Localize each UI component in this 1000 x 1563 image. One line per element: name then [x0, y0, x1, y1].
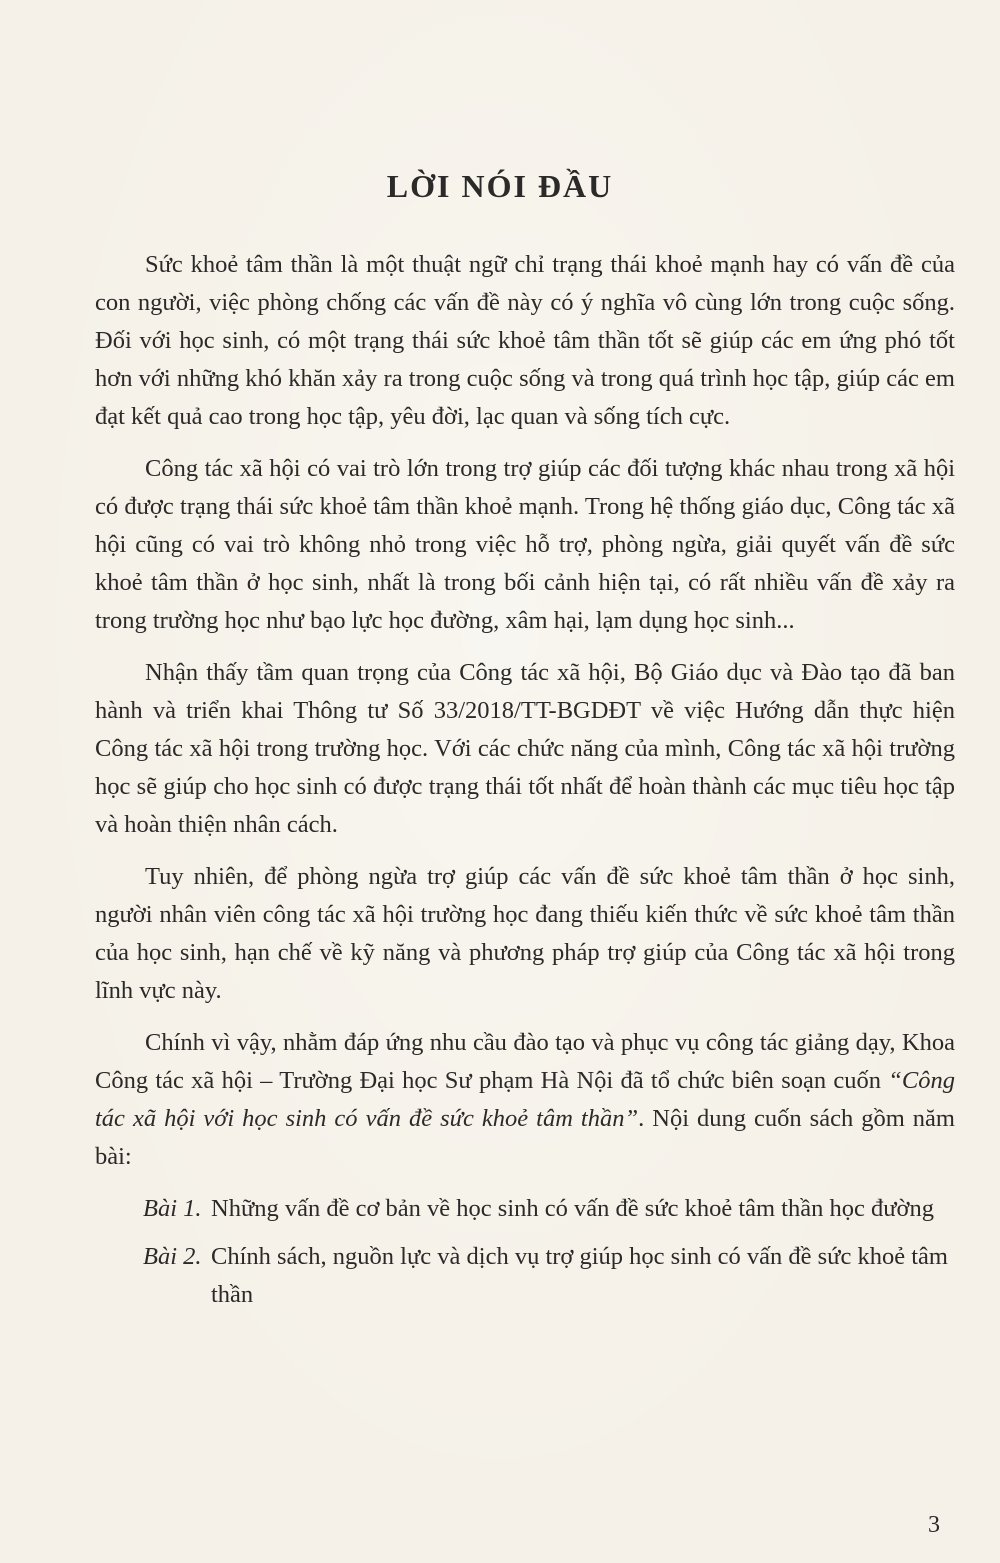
- book-title: “Công tác xã hội với học sinh có vấn đề sức khoẻ tâm thần”: [95, 1067, 955, 1132]
- paragraph-5-ending: . Nội dung cuốn sách gồm năm bài:: [95, 1105, 955, 1170]
- paragraph-4: Tuy nhiên, để phòng ngừa trợ giúp các vấn đề sức khoẻ tâm thần ở học sinh, người nhân viên công tác xã hội trường học đang thiếu kiến thức về sức khoẻ tâm thần của học sinh, hạn chế về kỹ năng và phương pháp trợ giúp của Công tác xã hội trong lĩnh vực này.: [95, 863, 955, 1004]
- lesson-number: Bài 2.: [143, 1243, 202, 1270]
- lesson-item: [143, 1238, 955, 1314]
- page-title: LỜI NÓI ĐẦU: [386, 168, 614, 204]
- page-body: [95, 246, 955, 1324]
- paragraph-2: Công tác xã hội có vai trò lớn trong trợ giúp các đối tượng khác nhau trong xã hội có được trạng thái sức khoẻ tâm thần khoẻ mạnh. Trong hệ thống giáo dục, Công tác xã hội cũng có vai trò không nhỏ trong việc hỗ trợ, phòng ngừa, giải quyết vấn đề sức khoẻ tâm thần ở học sinh, nhất là trong bối cảnh hiện tại, có rất nhiều vấn đề xảy ra trong trường học như bạo lực học đường, xâm hại, lạm dụng học sinh...: [95, 455, 955, 634]
- paragraph-5-text: Chính vì vậy, nhằm đáp ứng nhu cầu đào tạo và phục vụ công tác giảng dạy, Khoa Công tác xã hội – Trường Đại học Sư phạm Hà Nội đã tổ chức biên soạn cuốn: [95, 1029, 955, 1094]
- paragraph-3: Nhận thấy tầm quan trọng của Công tác xã hội, Bộ Giáo dục và Đào tạo đã ban hành và triển khai Thông tư Số 33/2018/TT-BGDĐT về việc Hướng dẫn thực hiện Công tác xã hội trong trường học. Với các chức năng của mình, Công tác xã hội trường học sẽ giúp cho học sinh có được trạng thái tốt nhất để hoàn thành các mục tiêu học tập và hoàn thiện nhân cách.: [95, 659, 955, 838]
- paragraph-1: Sức khoẻ tâm thần là một thuật ngữ chỉ trạng thái khoẻ mạnh hay có vấn đề của con người, việc phòng chống các vấn đề này có ý nghĩa vô cùng lớn trong cuộc sống. Đối với học sinh, có một trạng thái sức khoẻ tâm thần tốt sẽ giúp các em ứng phó tốt hơn với những khó khăn xảy ra trong cuộc sống và trong quá trình học tập, giúp các em đạt kết quả cao trong học tập, yêu đời, lạc quan và sống tích cực.: [95, 251, 955, 430]
- lesson-text: Những vấn đề cơ bản về học sinh có vấn đề sức khoẻ tâm thần học đường: [211, 1195, 934, 1222]
- lesson-item: [143, 1190, 955, 1228]
- paragraph-5: [95, 1024, 955, 1176]
- lesson-text: Chính sách, nguồn lực và dịch vụ trợ giúp học sinh có vấn đề sức khoẻ tâm thần: [211, 1243, 948, 1308]
- page-number: 3: [928, 1512, 940, 1538]
- lesson-number: Bài 1.: [143, 1195, 202, 1222]
